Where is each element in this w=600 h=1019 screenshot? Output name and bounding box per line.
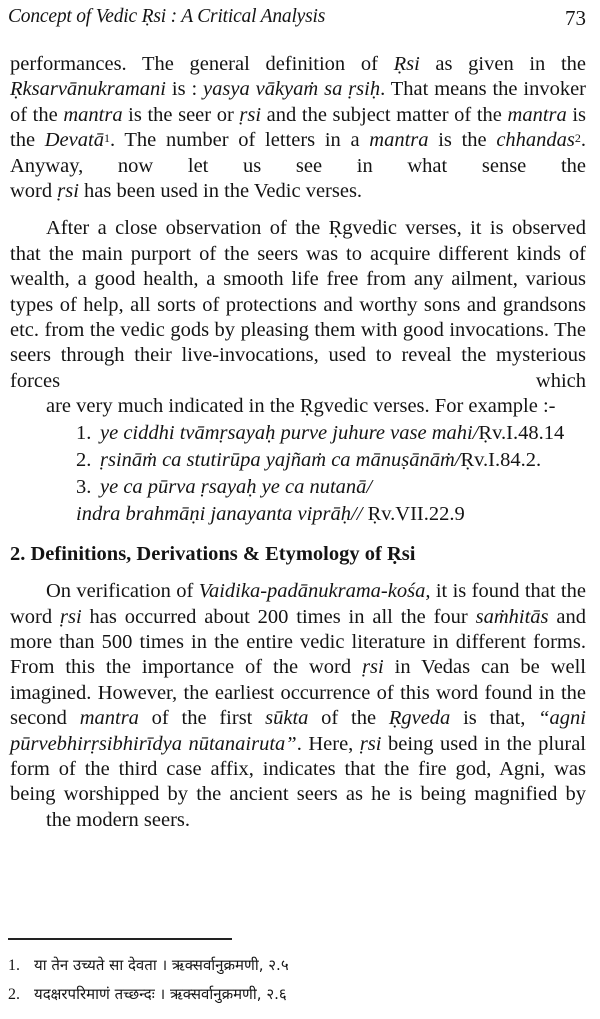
text-line: is the chhandas$^2$. Anyway, now let us see in what sense the — [10, 129, 587, 177]
text-line: nūtanairuta”. Here, ṛsi being used in the plural form of the — [10, 732, 586, 780]
text-line: word ṛsi has been used in the Vedic verses. — [10, 180, 363, 203]
footnote-divider — [8, 938, 232, 940]
text-line: from any ailment, various types of help, all sorts of protections — [10, 268, 587, 316]
running-title: Concept of Vedic Ṛsi : A Critical Analysis — [8, 6, 326, 27]
footnote: 1. या तेन उच्यते सा देवता । ऋक्सर्वानुक्रमणी, २.५ — [8, 956, 289, 974]
verse-list — [76, 420, 586, 528]
text-line: are very much indicated in the Ṛgvedic verses. For example :- — [46, 395, 556, 418]
text-line: pleasing them with good invocations. The seers through their — [10, 319, 586, 367]
verse-item: 3. ye ca pūrva ṛsayaḥ ye ca nutanā/ — [76, 475, 373, 498]
text-line: in different forms. From this the importance of the word ṛsi — [10, 630, 586, 679]
text-line: worshipped by the ancient seers as he is being magnified by — [63, 783, 587, 806]
text-line: the modern seers. — [46, 808, 191, 831]
verse-item: 1. ye ciddhi tvāmṛsayaḥ purve juhure vase mahi/Ṛv.I.48.14 — [76, 421, 565, 444]
text-line: occurrence of this word found in the second mantra of the — [10, 681, 586, 730]
text-line: saṁhitās and more than 500 times in the entire vedic literature — [10, 605, 586, 653]
text-line: live-invocations, used to reveal the mysterious forces which — [10, 344, 587, 392]
text-line: After a close observation of the Ṛgvedic verses, it is — [46, 217, 504, 240]
paragraph-1 — [10, 52, 586, 204]
section-heading: 2. Definitions, Derivations & Etymology of Ṛsi — [10, 542, 416, 565]
verse-item: 2. ṛsināṁ ca stutirūpa yajñaṁ ca mānuṣānāṁ/Ṛv.I.84.2. — [76, 448, 542, 471]
footnotes — [8, 951, 289, 1009]
text-line: On verification of Vaidika-padānukrama-kośa, it is found — [46, 580, 520, 603]
text-line: in Vedas can be well imagined. However, the earliest — [10, 656, 586, 704]
text-line: invoker of the mantra is the seer or ṛsi and the subject matter — [10, 78, 587, 126]
page-body — [10, 52, 586, 833]
footnote: 2. यदक्षरपरिमाणं तच्छन्दः । ऋक्सर्वानुक्रमणी, २.६ — [8, 985, 287, 1003]
paragraph-2 — [10, 216, 586, 419]
paragraph-3 — [10, 579, 586, 833]
verse-continuation: indra brahmāṇi janayanta viprāḥ// Ṛv.VII.22.9 — [76, 502, 465, 525]
page-header — [8, 4, 586, 34]
text-line: observed that the main purport of the seers was to acquire — [10, 217, 586, 265]
text-line: and worthy sons and grandsons etc. from the vedic gods by — [10, 293, 586, 342]
text-line: first sūkta of the Ṛgveda is that, “agni pūrvebhirṛsibhirīdya — [10, 707, 586, 755]
text-line: performances. The general definition of Ṛsi as given in the — [10, 53, 586, 75]
text-line: that the word ṛsi has occurred about 200 times in all the four — [10, 580, 586, 628]
footnote-ref: 2 — [574, 131, 581, 146]
page-number: 73 — [565, 6, 586, 30]
footnote-ref: 1 — [103, 131, 110, 146]
text-line: different kinds of wealth, a good health, a smooth life free — [10, 242, 586, 291]
text-line: third case affix, indicates that the fire god, Agni, was being — [10, 757, 586, 806]
text-line: of the mantra is the Devatā$^1$. The number of letters in a mantra — [10, 103, 587, 152]
text-line: Ṛksarvānukramani is : yasya vākyaṁ sa ṛsiḥ. That means the — [10, 78, 518, 101]
